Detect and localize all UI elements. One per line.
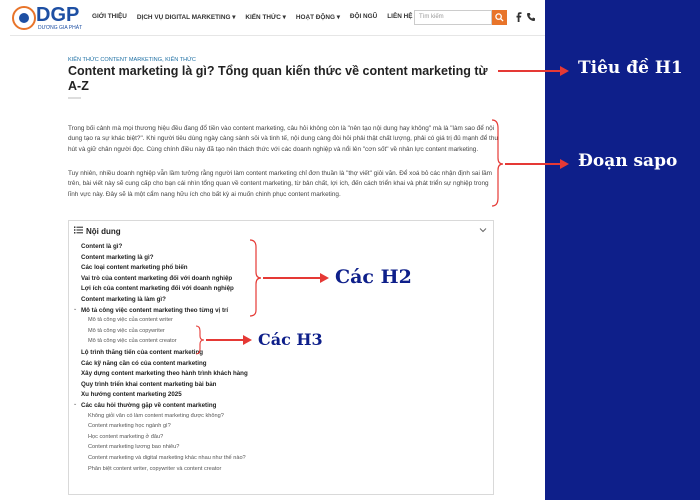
list-icon — [74, 226, 83, 234]
h3-annotation-label: Các H3 — [258, 330, 323, 349]
toc-title-text: Nội dung — [86, 227, 121, 236]
sapo-annotation-label: Đoạn sapo — [578, 151, 678, 171]
nav-item-lien-he[interactable]: LIÊN HỆ — [387, 13, 413, 20]
toc-item-h2[interactable]: Quy trình triển khai content marketing bài bản — [81, 380, 217, 388]
site-logo[interactable] — [12, 6, 87, 32]
sapo-paragraph-1: Trong bối cảnh mà mọi thương hiệu đều đang đổ tiền vào content marketing, câu hỏi không còn là "nên tạo nội dung hay không" mà là "làm sao để nội dung tạo ra sự khác biệt?". Khi người tiêu dùng ngày càng sành sỏi và tinh tế, nội dung càng đòi hỏi phải thật chất lượng, phải có giá trị đủ mạnh để thu hút và giữ chân người đọc. Cùng chính điều này đã tạo nên thách thức với các doanh nghiệp và nổi lên "cơn sốt" về nhân lực content marketing. — [68, 125, 498, 153]
logo-mark-icon — [12, 6, 36, 30]
search-button[interactable] — [492, 10, 507, 25]
expand-caret-icon[interactable]: ⌄ — [73, 305, 78, 312]
chevron-down-icon[interactable] — [479, 227, 487, 233]
sapo-paragraph-2: Tuy nhiên, nhiều doanh nghiệp vẫn lầm tưởng rằng người làm content marketing chỉ đơn thuần là "thợ viết" giỏi văn. Để xoá bỏ các nhận định sai lầm trên, bài viết này sẽ cung cấp cho bạn cái nhìn tổng quan về content marketing, từ bản chất, lợi ích, đến cách triển khai và phát triển sự nghiệp trong lĩnh vực này. Đây sẽ là một cẩm nang hữu ích cho bất kỳ ai muốn chinh phục content marketing. — [68, 170, 492, 198]
toc-item-h2[interactable]: Content marketing là gì? — [81, 253, 154, 261]
toc-item-h3[interactable]: Mô tả công việc của content writer — [88, 317, 173, 324]
site-header — [10, 0, 545, 36]
article-title-h1: Content marketing là gì? Tổng quan kiến thức về content marketing từ A-Z — [68, 64, 488, 93]
main-nav — [92, 13, 412, 21]
toc-item-h3[interactable]: Học content marketing ở đâu? — [88, 433, 164, 440]
toc-item-h2[interactable]: Mô tả công việc content marketing theo từng vị trí — [81, 306, 229, 314]
nav-item-gioi-thieu[interactable]: GIỚI THIỆU — [92, 13, 127, 20]
toc-item-h2[interactable]: Content là gì? — [81, 243, 123, 250]
toc-item-h2[interactable]: Các loại content marketing phổ biến — [81, 264, 188, 272]
toc-item-h2[interactable]: Content marketing là làm gì? — [81, 296, 166, 303]
toc-item-h3[interactable]: Content marketing và digital marketing khác nhau như thế nào? — [88, 455, 246, 461]
toc-item-h3[interactable]: Mô tả công việc của content creator — [88, 338, 177, 345]
nav-item-kien-thuc[interactable]: KIẾN THỨC ▾ — [245, 14, 286, 21]
toc-item-h2[interactable]: Lộ trình thăng tiến của content marketing — [81, 349, 204, 356]
title-divider — [68, 97, 81, 99]
nav-item-hoat-dong[interactable]: HOẠT ĐỘNG ▾ — [295, 14, 340, 21]
phone-icon[interactable] — [526, 12, 536, 22]
toc-item-h3[interactable]: Phân biệt content writer, copywriter và content creator — [88, 465, 222, 472]
toc-item-h2[interactable]: Vai trò của content marketing đối với doanh nghiệp — [81, 274, 233, 282]
search-icon — [495, 13, 504, 22]
h1-annotation-label: Tiêu đề H1 — [578, 58, 683, 78]
nav-item-dich-vu[interactable]: DỊCH VỤ DIGITAL MARKETING ▾ — [136, 14, 236, 21]
logo-text: DGP — [36, 4, 80, 26]
toc-item-h2[interactable]: Các câu hỏi thường gặp về content marketing — [81, 402, 217, 409]
toc-title[interactable] — [74, 226, 121, 236]
breadcrumb[interactable]: KIẾN THỨC CONTENT MARKETING, KIẾN THỨC — [68, 57, 196, 63]
toc-item-h3[interactable]: Content marketing học ngành gì? — [88, 423, 171, 430]
search-input[interactable]: Tìm kiếm — [414, 10, 492, 25]
expand-caret-icon[interactable]: ⌄ — [73, 401, 78, 407]
logo-subtext: DƯƠNG GIA PHÁT — [38, 25, 83, 31]
toc-item-h2[interactable]: Xu hướng content marketing 2025 — [81, 391, 182, 399]
h2-annotation-label: Các H2 — [335, 266, 412, 288]
toc-item-h2[interactable]: Xây dựng content marketing theo hành trình khách hàng — [81, 370, 248, 378]
toc-item-h3[interactable]: Không giỏi văn có làm content marketing được không? — [88, 412, 224, 419]
toc-item-h2[interactable]: Lợi ích của content marketing đối với doanh nghiệp — [81, 285, 234, 293]
toc-item-h3[interactable]: Content marketing lương bao nhiêu? — [88, 444, 180, 451]
toc-item-h2[interactable]: Các kỹ năng cần có của content marketing — [81, 359, 207, 367]
table-of-contents — [68, 220, 494, 495]
facebook-icon[interactable] — [514, 12, 524, 22]
nav-item-doi-ngu[interactable]: ĐỘI NGŨ — [349, 13, 378, 20]
toc-item-h3[interactable]: Mô tả công việc của copywriter — [88, 327, 165, 334]
